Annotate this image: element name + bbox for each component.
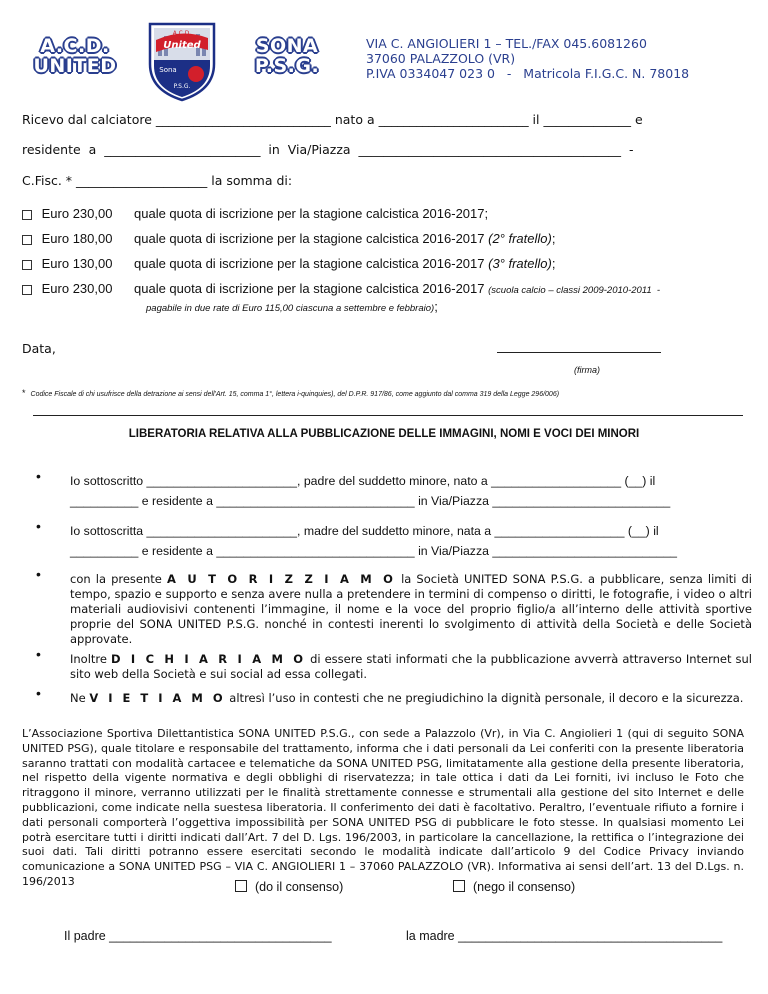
quota-option-3 — [22, 256, 112, 271]
quota-desc-4-cont — [146, 296, 438, 315]
footnote — [22, 388, 559, 398]
club-address — [366, 36, 689, 81]
quota-end: ; — [551, 231, 556, 246]
divieto-paragraph — [70, 691, 752, 706]
aut-word: A U T O R I Z Z I A M O — [166, 572, 396, 586]
quota-amount: Euro 180,00 — [41, 231, 113, 246]
quota-note: (scuola calcio – classi 2009-2010-2011 - — [488, 285, 661, 296]
checkbox-icon[interactable] — [22, 210, 32, 220]
quota-desc-3 — [134, 256, 555, 271]
dic-pre: Inoltre — [70, 652, 111, 666]
viet-word: V I E T I A M O — [89, 691, 226, 705]
aut-post: la Società UNITED SONA P.S.G. a pubblicare, senza limiti di tempo, spazio e supporto e senza avere nulla a pretendere in termini di compenso o diritti, le fotografie, i video o altri materiali audiovisivi contenenti l’immagine, il nome e la voce del proprio figlio/a all’interno delle attività sportive proprie del SONA UNITED P.S.G. nonché in contesti inerenti lo svolgimento di attività della Società e delle Società approvate. — [70, 572, 753, 646]
receipt-line-1: Ricevo dal calciatore ____________________________ nato a ________________________ il ______________ e — [22, 112, 643, 127]
address-line-3: P.IVA 0334047 023 0 - Matricola F.I.G.C. N. 78018 — [366, 66, 690, 81]
madre-line-1: Io sottoscritta ______________________, madre del suddetto minore, nata a ___________________ (__) il — [70, 524, 659, 538]
quota-option-4 — [22, 281, 112, 296]
quota-option-1 — [22, 206, 112, 221]
quota-desc-2 — [134, 231, 555, 246]
footnote-text: Codice Fiscale di chi usufrisce della detrazione ai sensi dell'Art. 15, comma 1°, lettera i-quinquies), del D.P.R. 917/86, come aggiunto dal comma 319 della Legge 296/006) — [30, 391, 560, 398]
badge-sona-text: Sona — [159, 66, 177, 74]
bullet-icon: • — [36, 646, 41, 662]
consent-no-checkbox-icon[interactable] — [453, 880, 465, 892]
checkbox-icon[interactable] — [22, 235, 32, 245]
quota-desc-text: quale quota di iscrizione per la stagione calcistica 2016-2017 — [134, 281, 489, 296]
quota-amount: Euro 230,00 — [41, 281, 113, 296]
bullet-icon: • — [36, 685, 41, 701]
madre-signature[interactable]: la madre ______________________________________ — [406, 929, 723, 943]
viet-post: altresì l’uso in contesti che ne pregiudichino la dignità personale, il decoro e la sicurezza. — [225, 691, 744, 705]
bullet-icon: • — [36, 518, 41, 534]
receipt-line-2: residente a _________________________ in Via/Piazza __________________________________________ - — [22, 142, 634, 157]
section-divider — [33, 415, 743, 416]
padre-signature[interactable]: Il padre ________________________________ — [64, 929, 332, 943]
badge-psg-text: P.S.G. — [173, 83, 191, 90]
receipt-line-3: C.Fisc. * _____________________ la somma di: — [22, 173, 293, 188]
madre-line-2: __________ e residente a _____________________________ in Via/Piazza ___________________________ — [70, 544, 677, 558]
viet-pre: Ne — [70, 691, 90, 705]
consent-no-label: (nego il consenso) — [473, 880, 576, 894]
dic-word: D I C H I A R I A M O — [111, 652, 307, 666]
quota-end: ; — [434, 299, 438, 314]
quota-desc-1: quale quota di iscrizione per la stagione calcistica 2016-2017; — [134, 206, 489, 221]
sona-psg-logo — [242, 36, 332, 76]
quota-option-2 — [22, 231, 112, 246]
quota-end: ; — [551, 256, 556, 271]
checkbox-icon[interactable] — [22, 260, 32, 270]
badge-top-text: A.C.D. — [172, 30, 192, 37]
firma-label: (firma) — [574, 365, 600, 375]
consent-no-option[interactable] — [453, 880, 575, 894]
sona-logo-line1: SONA — [255, 35, 319, 57]
aut-pre: con la presente — [70, 572, 167, 586]
sona-logo-line2: P.S.G. — [254, 55, 320, 77]
consent-yes-option[interactable] — [235, 880, 343, 894]
checkbox-icon[interactable] — [22, 285, 32, 295]
bullet-icon: • — [36, 468, 41, 484]
quota-note: (3° fratello) — [488, 256, 552, 271]
date-label: Data, — [22, 341, 56, 356]
privacy-notice: L’Associazione Sportiva Dilettantistica SONA UNITED P.S.G., con sede a Palazzolo (Vr), in Via C. Angiolieri 1 (qui di seguito SONA UNITED PSG), quale titolare e responsabile del trattamento, informa che i dati personali da Lei conferiti con la presente liberatoria saranno trattati con modalità cartacee e telematiche da SONA UNITED PSG, limitatamente alla gestione della presente liberatoria, nel rispetto della vigente normativa e degli obblighi di riservatezza; in tale ottica i dati da Lei forniti, ivi incluso le Foto che ritraggono il minore, verranno utilizzati per le finalità strettamente connesse e strumentali alla gestione del sito Internet e delle pubblicazioni, come indicate nella suestesa liberatoria. Il conferimento dei dati è facoltativo. Peraltro, l’eventuale rifiuto a fornire i dati personali comporterà l’oggettiva impossibilità per SONA UNITED PSG di pubblicare le foto stesse. In qualsiasi momento Lei potrà esercitare tutti i diritti indicati dall’Art. 7 del D. Lgs. 196/2003, in particolare la cancellazione, la rettifica o l’integrazione dei suoi dati. Tali diritti potranno essere esercitati secondo le modalità indicate dall’articolo 9 del Codice Privacy inviando comunicazione a SONA UNITED PSG – VIA C. ANGIOLIERI 1 – 37060 PALAZZOLO (VR). Informativa ai sensi dell’art. 13 del D.Lgs. n. 196/2013 — [22, 727, 744, 888]
quota-note-2: pagabile in due rate di Euro 115,00 ciascuna a settembre e febbraio) — [146, 303, 435, 314]
dic-post: di essere stati informati che la pubblicazione avverrà attraverso Internet sul sito web della Società e sui social ad essa collegati. — [70, 652, 752, 681]
bullet-icon: • — [36, 566, 41, 582]
club-badge-icon — [146, 20, 218, 102]
quota-amount: Euro 230,00 — [41, 206, 113, 221]
quota-amount: Euro 130,00 — [41, 256, 113, 271]
footnote-mark: * — [22, 388, 26, 398]
acd-logo-line1: A.C.D. — [40, 35, 110, 57]
consent-yes-label: (do il consenso) — [255, 880, 344, 894]
quota-desc-4 — [134, 281, 660, 296]
autorizzazione-paragraph — [70, 572, 752, 647]
address-line-1: VIA C. ANGIOLIERI 1 – TEL./FAX 045.6081260 — [366, 36, 647, 51]
signature-line[interactable] — [497, 352, 661, 353]
consent-yes-checkbox-icon[interactable] — [235, 880, 247, 892]
address-line-2: 37060 PALAZZOLO (VR) — [366, 51, 516, 66]
acd-united-logo — [30, 36, 120, 76]
acd-logo-line2: UNITED — [33, 55, 117, 77]
quota-note: (2° fratello) — [488, 231, 552, 246]
badge-name-text: United — [163, 40, 201, 51]
quota-desc-text: quale quota di iscrizione per la stagione calcistica 2016-2017 — [134, 256, 489, 271]
liberatoria-title: LIBERATORIA RELATIVA ALLA PUBBLICAZIONE DELLE IMMAGINI, NOMI E VOCI DEI MINORI — [128, 428, 640, 440]
quota-desc-text: quale quota di iscrizione per la stagione calcistica 2016-2017 — [134, 231, 489, 246]
dichiarazione-paragraph — [70, 652, 752, 682]
padre-line-1: Io sottoscritto ______________________, padre del suddetto minore, nato a ___________________ (__) il — [70, 474, 656, 488]
padre-line-2: __________ e residente a _____________________________ in Via/Piazza __________________________ — [70, 494, 671, 508]
